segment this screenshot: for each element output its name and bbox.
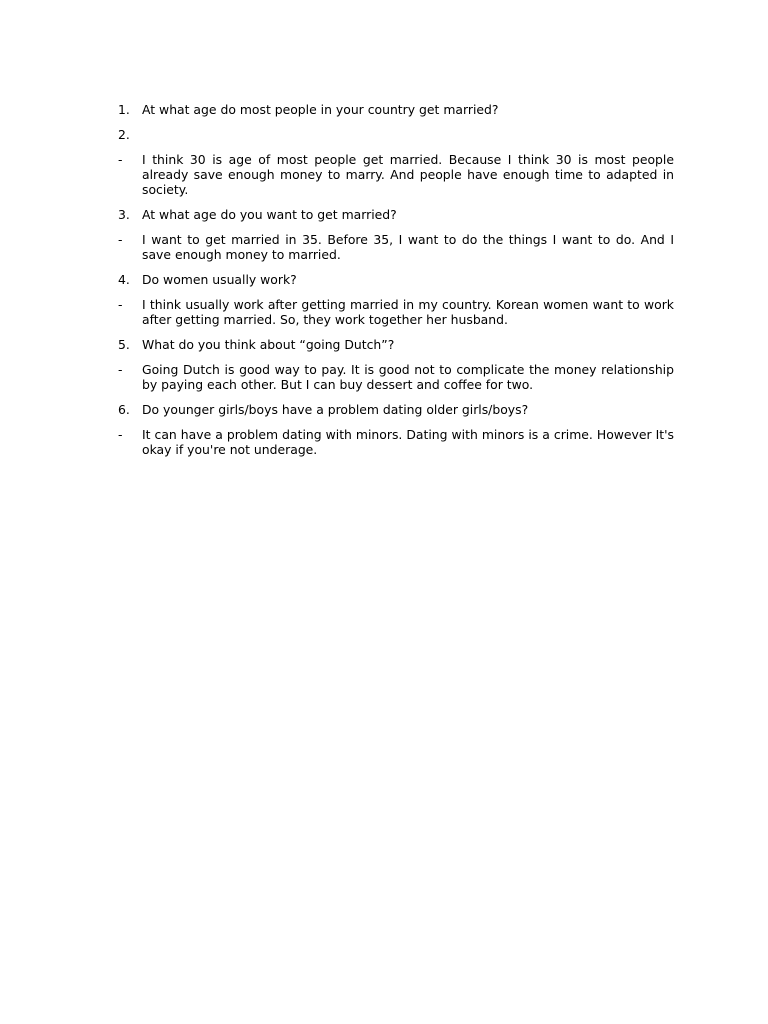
question-text: Do women usually work?	[142, 272, 297, 287]
answer-text: I think 30 is age of most people get married. Because I think 30 is most people already save enough money to marry. And people have enough time to adapted in society.	[142, 152, 674, 197]
list-number: 4.	[118, 272, 130, 287]
question-text: At what age do you want to get married?	[142, 207, 397, 222]
question-5	[118, 337, 674, 352]
question-3	[118, 207, 674, 222]
list-number: 5.	[118, 337, 130, 352]
answer-dash: -	[118, 427, 123, 442]
answer-dash: -	[118, 152, 123, 167]
list-number: 6.	[118, 402, 130, 417]
answer-dash: -	[118, 232, 123, 247]
question-4	[118, 272, 674, 287]
question-1	[118, 102, 674, 117]
question-2	[118, 127, 674, 142]
answer-3	[118, 297, 674, 327]
question-text: At what age do most people in your country get married?	[142, 102, 499, 117]
answer-text: It can have a problem dating with minors. Dating with minors is a crime. However It's okay if you're not underage.	[142, 427, 674, 457]
answer-5	[118, 427, 674, 457]
answer-dash: -	[118, 362, 123, 377]
answer-2	[118, 232, 674, 262]
question-text: Do younger girls/boys have a problem dating older girls/boys?	[142, 402, 529, 417]
qa-list	[118, 102, 674, 467]
list-number: 1.	[118, 102, 130, 117]
list-number: 2.	[118, 127, 130, 142]
answer-text: I want to get married in 35. Before 35, I want to do the things I want to do. And I save enough money to married.	[142, 232, 674, 262]
answer-text: I think usually work after getting married in my country. Korean women want to work after getting married. So, they work together her husband.	[142, 297, 674, 327]
question-text: What do you think about “going Dutch”?	[142, 337, 395, 352]
answer-1	[118, 152, 674, 197]
answer-dash: -	[118, 297, 123, 312]
question-6	[118, 402, 674, 417]
list-number: 3.	[118, 207, 130, 222]
answer-4	[118, 362, 674, 392]
question-text	[142, 127, 674, 142]
answer-text: Going Dutch is good way to pay. It is good not to complicate the money relationship by paying each other. But I can buy dessert and coffee for two.	[142, 362, 674, 392]
